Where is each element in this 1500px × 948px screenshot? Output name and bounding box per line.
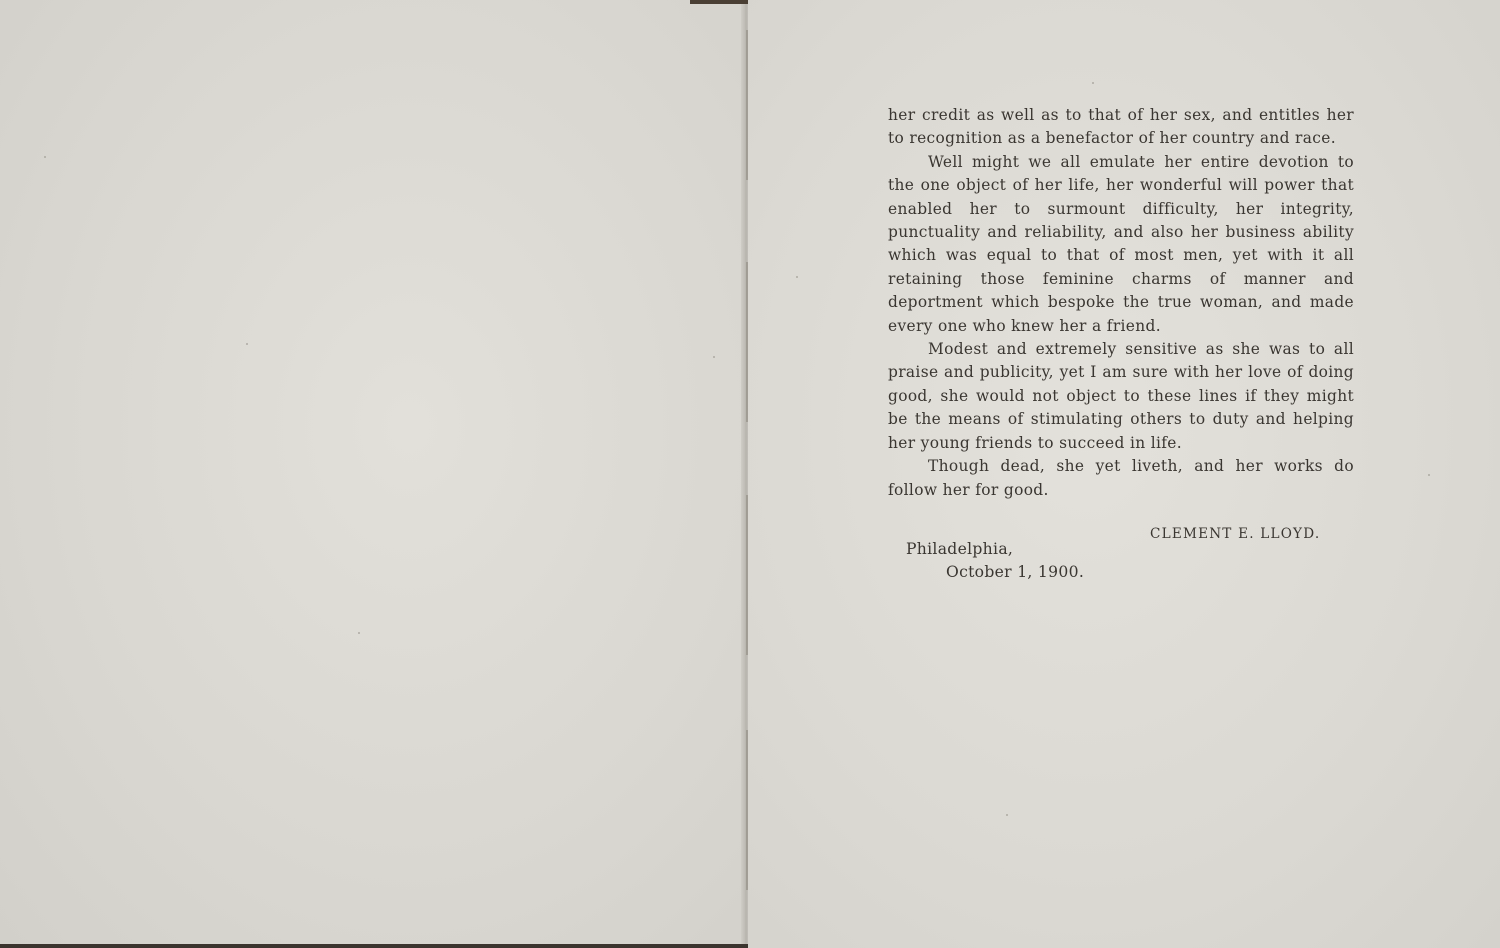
paper-speck (246, 343, 248, 345)
paragraph-though-dead: Though dead, she yet liveth, and her works do follow her for good. (888, 457, 1354, 499)
paper-speck (713, 356, 715, 358)
place-line: Philadelphia, (906, 540, 1014, 558)
paper-speck (796, 276, 798, 278)
paper-speck (1428, 474, 1430, 476)
body-text (888, 104, 1354, 502)
author-signature: CLEMENT E. LLOYD. (1150, 526, 1321, 542)
date-line: October 1, 1900. (946, 563, 1085, 581)
paragraph-continuation: her credit as well as to that of her sex, and entitles her to recognition as a benefactor of her country and race. (888, 106, 1354, 148)
paragraph-devotion: Well might we all emulate her entire devotion to the one object of her life, her wonderful will power that enabled her to surmount difficulty, her integrity, punctuality and reliability, and also her business ability which was equal to that of most men, yet with it all retaining those feminine charms of manner and deportment which bespoke the true woman, and made every one who knew her a friend. (888, 152, 1354, 335)
left-page-blank (0, 0, 745, 948)
paper-speck (44, 156, 46, 158)
paper-speck (358, 632, 360, 634)
paragraph-modest: Modest and extremely sensitive as she was to all praise and publicity, yet I am sure with her love of doing good, she would not object to these lines if they might be the means of stimulating others to duty and helping her young friends to succeed in life. (888, 340, 1354, 452)
paper-speck (1006, 814, 1008, 816)
paper-speck (1092, 82, 1094, 84)
